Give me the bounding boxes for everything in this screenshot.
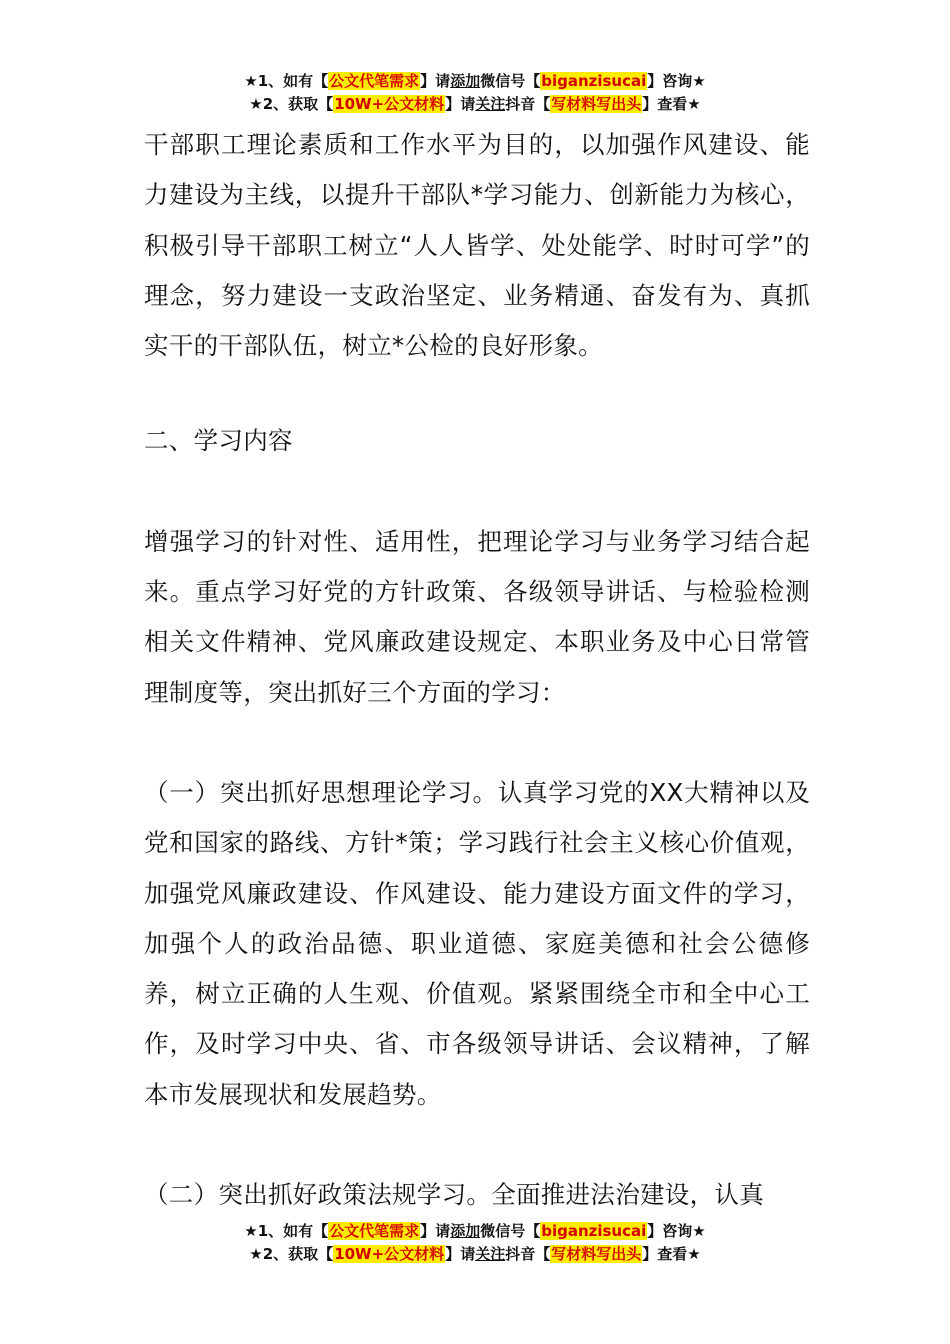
- banner-highlight: 10W+公文材料: [334, 1245, 445, 1263]
- paragraph-1: 干部职工理论素质和工作水平为目的，以加强作风建设、能力建设为主线，以提升干部队*学习能力、创新能力为核心，积极引导干部职工树立“人人皆学、处处能学、时时可学”的理念，努力建设一支政治坚定、业务精通、奋发有为、真抓实干的干部队伍，树立*公检的良好形象。: [144, 130, 810, 361]
- banner-highlight: biganzisucai: [541, 1222, 647, 1240]
- banner-line-1: ★1、如有【公文代笔需求】请添加微信号【biganzisucai】咨询★: [244, 72, 706, 90]
- document-body: [144, 120, 810, 1220]
- banner-highlight: biganzisucai: [541, 72, 647, 90]
- bottom-banner: [0, 1220, 950, 1266]
- section-heading-2: 二、学习内容: [144, 426, 293, 456]
- top-banner: [0, 70, 950, 116]
- banner-highlight: 写材料写出头: [551, 1245, 642, 1263]
- paragraph-3: （一）突出抓好思想理论学习。认真学习党的XX大精神以及党和国家的路线、方针*策；学习践行社会主义核心价值观，加强党风廉政建设、作风建设、能力建设方面文件的学习，加强个人的政治品德、职业道德、家庭美德和社会公德修养，树立正确的人生观、价值观。紧紧围绕全市和全中心工作，及时学习中央、省、市各级领导讲话、会议精神，了解本市发展现状和发展趋势。: [144, 777, 810, 1109]
- banner-line-2: ★2、获取【10W+公文材料】请关注抖音【写材料写出头】查看★: [249, 1245, 701, 1263]
- banner-highlight: 公文代笔需求: [329, 72, 420, 90]
- banner-highlight: 公文代笔需求: [329, 1222, 420, 1240]
- banner-highlight: 10W+公文材料: [334, 95, 445, 113]
- paragraph-2: 增强学习的针对性、适用性，把理论学习与业务学习结合起来。重点学习好党的方针政策、各级领导讲话、与检验检测相关文件精神、党风廉政建设规定、本职业务及中心日常管理制度等，突出抓好三个方面的学习：: [144, 526, 810, 707]
- banner-line-2: ★2、获取【10W+公文材料】请关注抖音【写材料写出头】查看★: [249, 95, 701, 113]
- banner-highlight: 写材料写出头: [551, 95, 642, 113]
- banner-line-1: ★1、如有【公文代笔需求】请添加微信号【biganzisucai】咨询★: [244, 1222, 706, 1240]
- paragraph-4: （二）突出抓好政策法规学习。全面推进法治建设，认真: [144, 1180, 764, 1210]
